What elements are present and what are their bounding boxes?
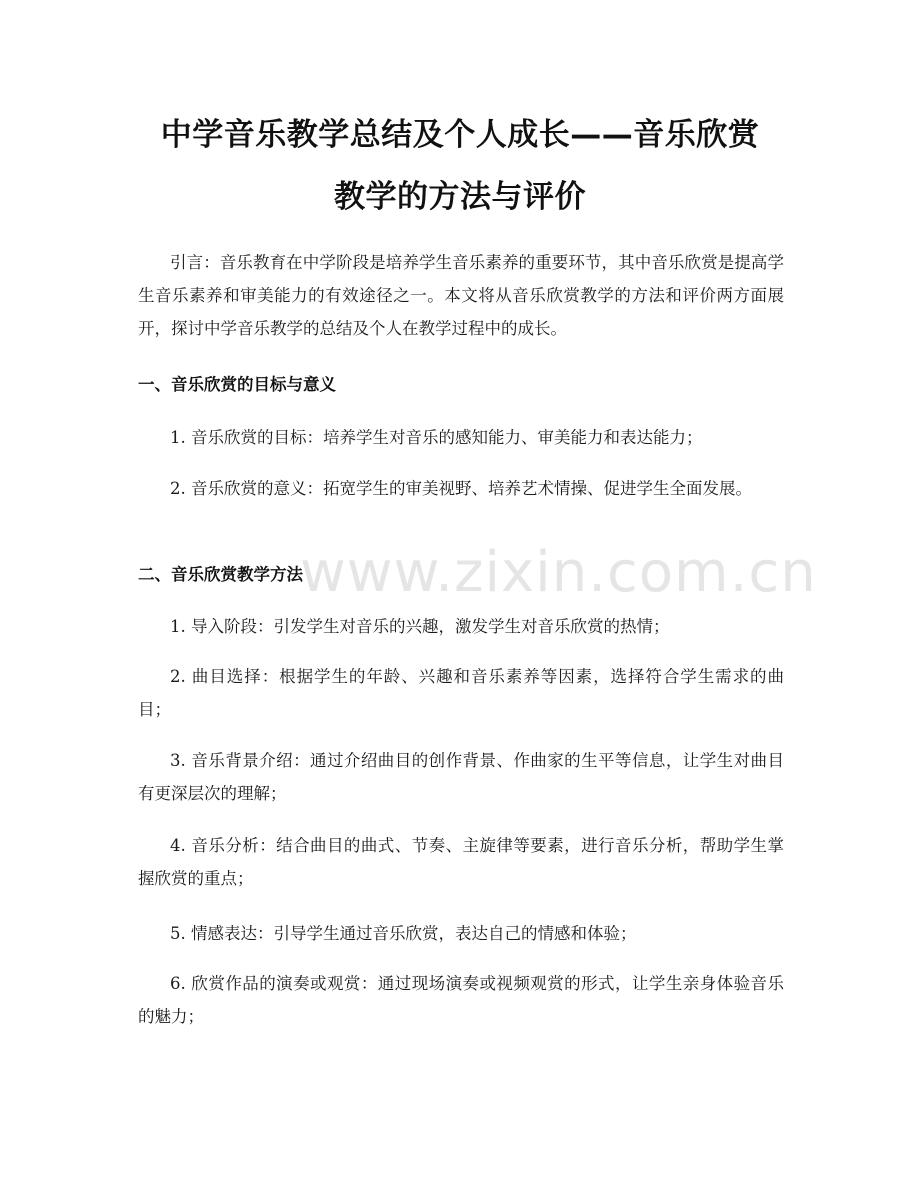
section-1-heading: 一、音乐欣赏的目标与意义 bbox=[138, 375, 336, 394]
watermark: www.zixin.com.cn bbox=[300, 540, 817, 605]
section-2-item-1: 1. 导入阶段：引发学生对音乐的兴趣，激发学生对音乐欣赏的热情； bbox=[170, 617, 670, 636]
title-line-2: 教学的方法与评价 bbox=[334, 179, 586, 215]
section-2-item-2: 2. 曲目选择：根据学生的年龄、兴趣和音乐素养等因素，选择符合学生需求的曲目； bbox=[138, 667, 784, 719]
section-1-item-1: 1. 音乐欣赏的目标：培养学生对音乐的感知能力、审美能力和表达能力； bbox=[170, 428, 703, 447]
section-2-item-5: 5. 情感表达：引导学生通过音乐欣赏，表达自己的情感和体验； bbox=[170, 924, 637, 943]
title-line-1: 中学音乐教学总结及个人成长——音乐欣赏 bbox=[160, 117, 760, 153]
section-2-heading: 二、音乐欣赏教学方法 bbox=[138, 565, 303, 584]
section-2-item-4: 4. 音乐分析：结合曲目的曲式、节奏、主旋律等要素，进行音乐分析，帮助学生掌握欣赏的重点； bbox=[138, 836, 784, 888]
document-title bbox=[120, 104, 800, 228]
section-2-item-3: 3. 音乐背景介绍：通过介绍曲目的创作背景、作曲家的生平等信息，让学生对曲目有更深层次的理解； bbox=[138, 751, 784, 803]
section-2-item-6: 6. 欣赏作品的演奏或观赏：通过现场演奏或视频观赏的形式，让学生亲身体验音乐的魅力； bbox=[138, 974, 784, 1026]
intro-paragraph: 引言：音乐教育在中学阶段是培养学生音乐素养的重要环节，其中音乐欣赏是提高学生音乐素养和审美能力的有效途径之一。本文将从音乐欣赏教学的方法和评价两方面展开，探讨中学音乐教学的总结及个人在教学过程中的成长。 bbox=[138, 253, 784, 338]
section-1-item-2: 2. 音乐欣赏的意义：拓宽学生的审美视野、培养艺术情操、促进学生全面发展。 bbox=[170, 479, 752, 498]
